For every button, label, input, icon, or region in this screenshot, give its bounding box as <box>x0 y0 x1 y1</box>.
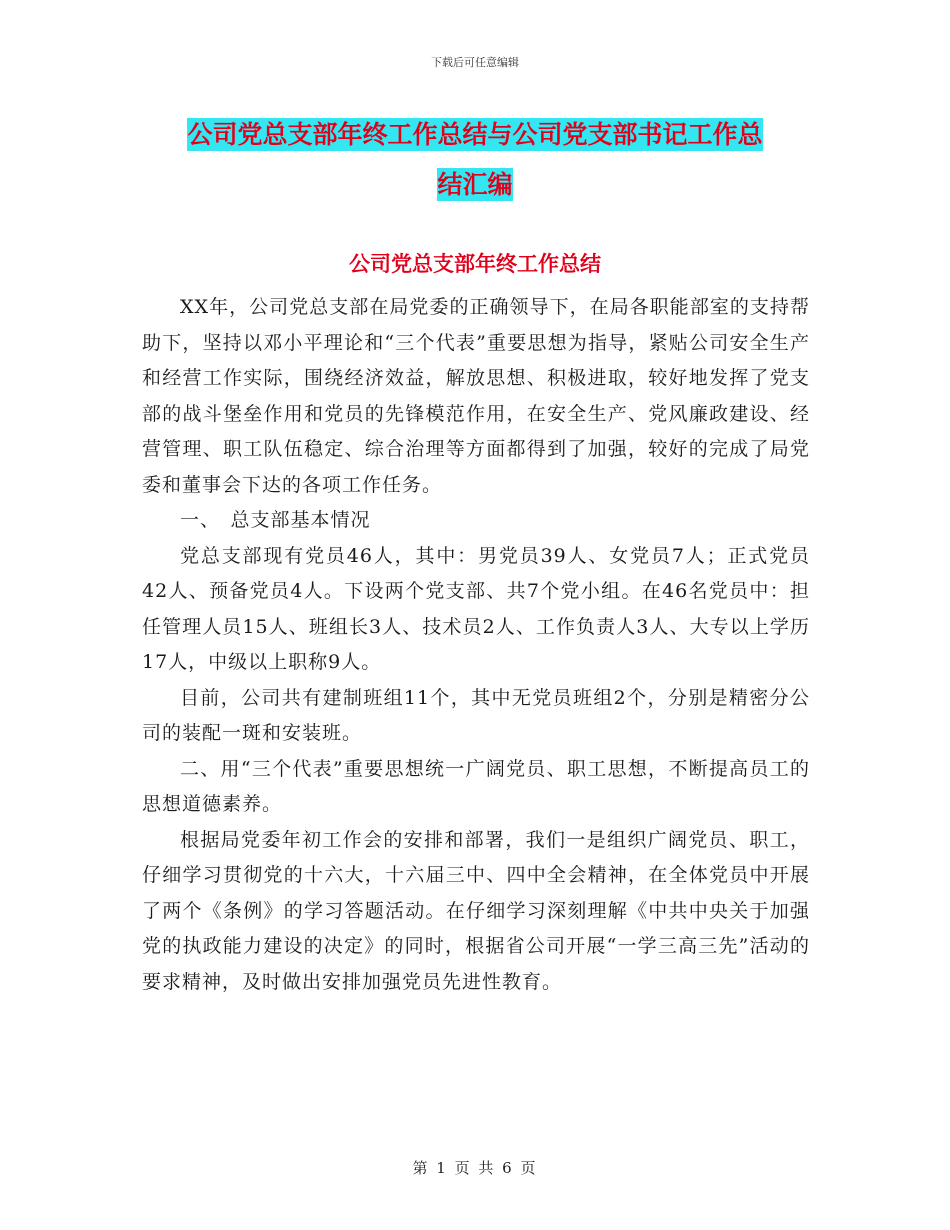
paragraph-study-activities: 根据局党委年初工作会的安排和部署，我们一是组织广阔党员、职工，仔细学习贯彻党的十六大，十六届三中、四中全会精神，在全体党员中开展了两个《条例》的学习答题活动。在仔细学习深刻理解《中共中央关于加强党的执政能力建设的决定》的同时，根据省公司开展“一学三高三先”活动的要求精神，及时做出安排加强党员先进性教育。 <box>142 828 810 993</box>
paragraph-heading-2: 二、用“三个代表”重要思想统一广阔党员、职工思想，不断提高员工的思想道德素养。 <box>142 757 810 815</box>
document-title-line-1: 公司党总支部年终工作总结与公司党支部书记工作总 <box>187 120 763 149</box>
paragraph-heading-1: 一、 总支部基本情况 <box>180 509 371 531</box>
header-note: 下载后可任意编辑 <box>431 56 519 69</box>
paragraph-intro: XX年，公司党总支部在局党委的正确领导下，在局各职能部室的支持帮助下，坚持以邓小平理论和“三个代表”重要思想为指导，紧贴公司安全生产和经营工作实际，围绕经济效益，解放思想、积极进取，较好地发挥了党支部的战斗堡垒作用和党员的先锋模范作用，在安全生产、党风廉政建设、经营管理、职工队伍稳定、综合治理等方面都得到了加强，较好的完成了局党委和董事会下达的各项工作任务。 <box>142 296 810 496</box>
section-title: 公司党总支部年终工作总结 <box>349 252 601 276</box>
document-body <box>142 290 810 1000</box>
paragraph-member-stats: 党总支部现有党员46人，其中：男党员39人、女党员7人；正式党员42人、预备党员4人。下设两个党支部、共7个党小组。在46名党员中：担任管理人员15人、班组长3人、技术员2人、工作负责人3人、大专以上学历17人，中级以上职称9人。 <box>142 544 810 673</box>
document-title-line-2: 结汇编 <box>437 170 513 199</box>
page-number-footer: 第 1 页 共 6 页 <box>412 1159 538 1177</box>
paragraph-team-stats: 目前，公司共有建制班组11个，其中无党员班组2个，分别是精密分公司的装配一斑和安装班。 <box>142 686 810 744</box>
document-title <box>140 110 810 210</box>
